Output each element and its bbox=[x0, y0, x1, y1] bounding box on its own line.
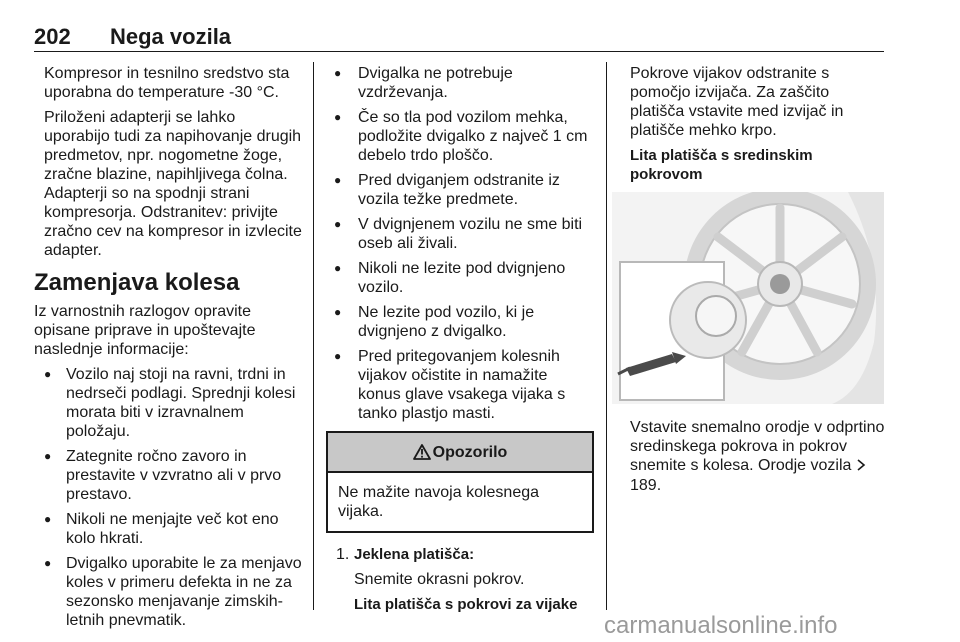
safety-intro: Iz varnostnih razlogov opravite opisane priprave in upoštevajte naslednje informacije: bbox=[34, 303, 256, 358]
wheel-center-cap-illustration bbox=[612, 192, 884, 404]
adapters-paragraph: Priloženi adapterji se lahko uporabijo tudi za napihovanje drugih predmetov, npr. nogometne žoge, zračne blazine, napihljivega čolna. Adapterji so na spodnji strani kompresorja. Odstranitev: privijte zračno cev na kompresor in izvlecite adapter. bbox=[44, 109, 302, 259]
list-item: ● Nikoli ne lezite pod dvignjeno vozilo. bbox=[326, 259, 594, 297]
page-reference-arrow-icon bbox=[856, 457, 866, 476]
page-title: Nega vozila bbox=[110, 24, 232, 49]
warning-box bbox=[326, 431, 594, 533]
step-number: 1. bbox=[336, 546, 350, 563]
list-item: ● Ne lezite pod vozilo, ki je dvignjeno z dvigalko. bbox=[326, 303, 594, 341]
column-3 bbox=[620, 64, 885, 501]
sub-heading-bolt-caps: Lita platišča s pokrovi za vijake bbox=[354, 596, 578, 613]
step-text: Snemite okrasni pokrov. bbox=[354, 571, 525, 588]
section-heading-wheel-change: Zamenjava kolesa bbox=[34, 269, 240, 296]
list-item: ● Vozilo naj stoji na ravni, trdni in nedrseči podlagi. Sprednji kolesi morata biti v izravnalnem položaju. bbox=[34, 365, 304, 441]
list-item: ● Pred dviganjem odstranite iz vozila težke predmete. bbox=[326, 171, 594, 209]
warning-triangle-icon bbox=[413, 444, 433, 460]
list-item: ● Dvigalka ne potrebuje vzdrževanja. bbox=[326, 64, 594, 102]
list-item: ● V dvignjenem vozilu ne sme biti oseb ali živali. bbox=[326, 215, 594, 253]
column-1 bbox=[34, 64, 304, 636]
list-item: ● Če so tla pod vozilom mehka, podložite dvigalko z največ 1 cm debelo trdo ploščo. bbox=[326, 108, 594, 165]
watermark: carmanualsonline.info bbox=[604, 612, 838, 639]
column-2 bbox=[326, 64, 594, 620]
warning-header bbox=[328, 433, 592, 473]
page-number: 202 bbox=[34, 24, 71, 49]
bolt-cap-removal-paragraph: Pokrove vijakov odstranite s pomočjo izvijača. Za zaščito platišča vstavite med izvijač in platišče mehko krpo. bbox=[630, 65, 844, 139]
list-item: ● Pred pritegovanjem kolesnih vijakov očistite in namažite konus glave vsakega vijaka s tanko plastjo masti. bbox=[326, 347, 594, 423]
center-cap-paragraph bbox=[620, 418, 885, 495]
list-item: ● Nikoli ne menjajte več kot eno kolo hkrati. bbox=[34, 510, 304, 548]
header-rule bbox=[34, 51, 884, 52]
center-cap-text: Vstavite snemalno orodje v odprtino sredinskega pokrova in pokrov snemite s kolesa. Orodje vozila bbox=[630, 419, 885, 474]
column-divider-2 bbox=[606, 62, 607, 610]
compressor-temperature-paragraph: Kompresor in tesnilno sredstvo sta uporabna do temperature -30 °C. bbox=[44, 65, 290, 101]
column-divider-1 bbox=[313, 62, 314, 610]
safety-list bbox=[34, 365, 304, 630]
list-item: ● Dvigalko uporabite le za menjavo koles v primeru defekta in ne za sezonsko menjavanje zimskih- letnih pnevmatik. bbox=[34, 554, 304, 630]
step-title: Jeklena platišča: bbox=[354, 546, 475, 563]
step-1 bbox=[326, 545, 594, 564]
page-reference-link[interactable]: 189. bbox=[630, 477, 662, 494]
jack-safety-list bbox=[326, 64, 594, 423]
center-cap-heading: Lita platišča s sredinskim pokrovom bbox=[630, 147, 813, 183]
warning-text: Ne mažite navoja kolesnega vijaka. bbox=[338, 484, 540, 520]
list-item: ● Zategnite ročno zavoro in prestavite v vzvratno ali v prvo prestavo. bbox=[34, 447, 304, 504]
warning-title: Opozorilo bbox=[432, 443, 508, 461]
